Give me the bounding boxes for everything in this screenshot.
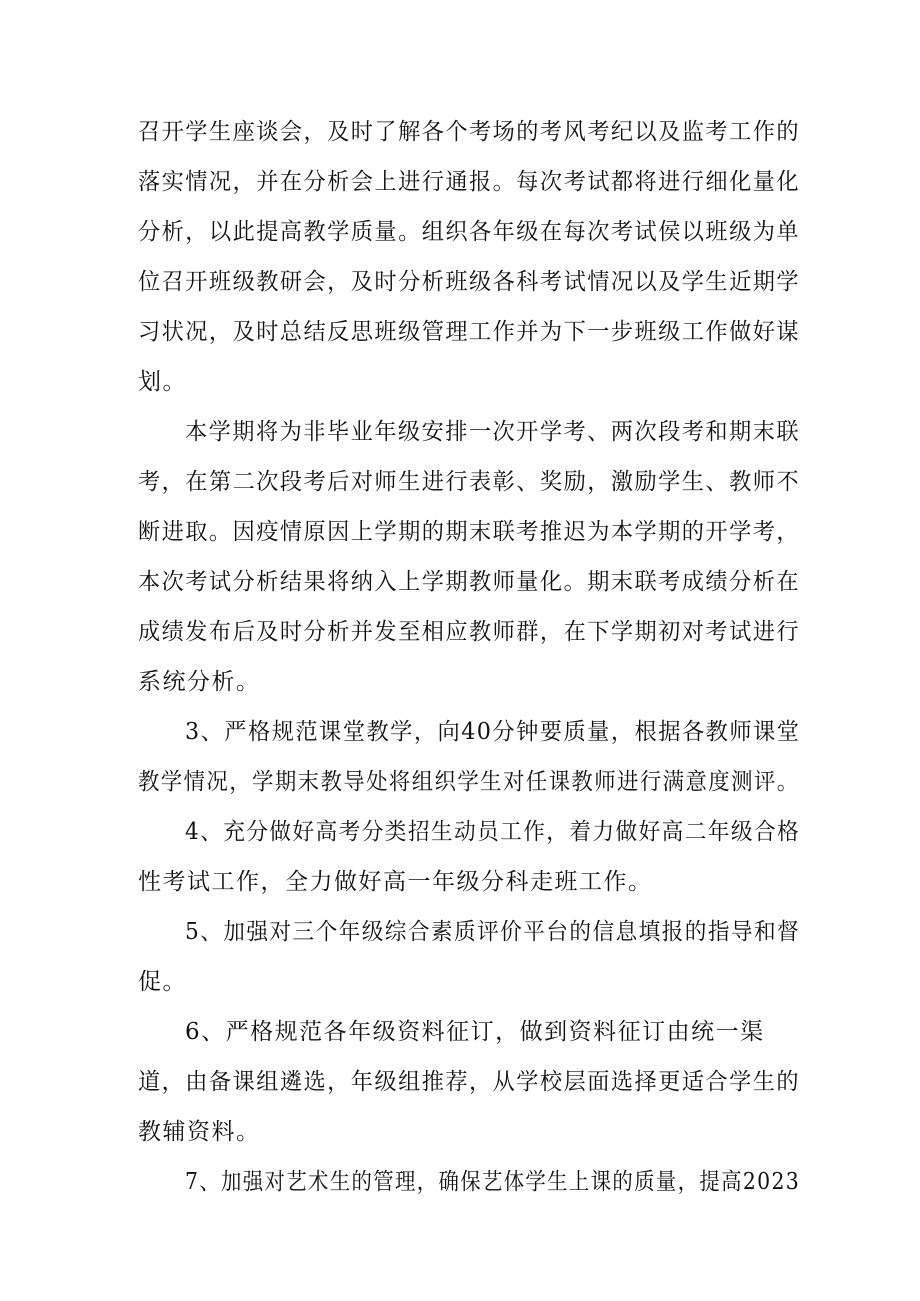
text-line: 成绩发布后及时分析并发至相应教师群，在下学期初对考试进行 (138, 619, 800, 645)
text-line: 道，由备课组遴选，年级组推荐，从学校层面选择更适合学生的 (138, 1069, 800, 1095)
text-line: 教辅资料。 (138, 1119, 261, 1145)
paragraph-first-line: 5、加强对三个年级综合素质评价平台的信息填报的指导和督 (185, 919, 801, 945)
text-line: 教学情况，学期末教导处将组织学生对任课教师进行满意度测评。 (138, 769, 800, 795)
text-line: 召开学生座谈会，及时了解各个考场的考风考纪以及监考工作的 (138, 119, 800, 145)
text-line: 分析，以此提高教学质量。组织各年级在每次考试侯以班级为单 (138, 219, 800, 245)
text-line: 系统分析。 (138, 669, 261, 695)
text-line: 习状况，及时总结反思班级管理工作并为下一步班级工作做好谋 (138, 319, 800, 345)
text-line: 位召开班级教研会，及时分析班级各科考试情况以及学生近期学 (138, 269, 800, 295)
text-line: 考，在第二次段考后对师生进行表彰、奖励，激励学生、教师不 (138, 469, 800, 495)
paragraph-first-line: 本学期将为非毕业年级安排一次开学考、两次段考和期末联 (185, 419, 801, 445)
paragraph-first-line: 4、充分做好高考分类招生动员工作，着力做好高二年级合格 (185, 819, 801, 845)
text-line: 划。 (138, 369, 187, 395)
text-line: 性考试工作，全力做好高一年级分科走班工作。 (138, 869, 653, 895)
paragraph-first-line: 7、加强对艺术生的管理，确保艺体学生上课的质量，提高2023 (185, 1169, 801, 1195)
text-line: 促。 (138, 969, 187, 995)
text-line: 断进取。因疫情原因上学期的期末联考推迟为本学期的开学考， (138, 519, 800, 545)
paragraph-first-line: 3、严格规范课堂教学，向40分钟要质量，根据各教师课堂 (185, 719, 801, 745)
text-line: 落实情况，并在分析会上进行通报。每次考试都将进行细化量化 (138, 169, 800, 195)
paragraph-first-line: 6、严格规范各年级资料征订，做到资料征订由统一渠 (185, 1019, 765, 1045)
text-line: 本次考试分析结果将纳入上学期教师量化。期末联考成绩分析在 (138, 569, 800, 595)
